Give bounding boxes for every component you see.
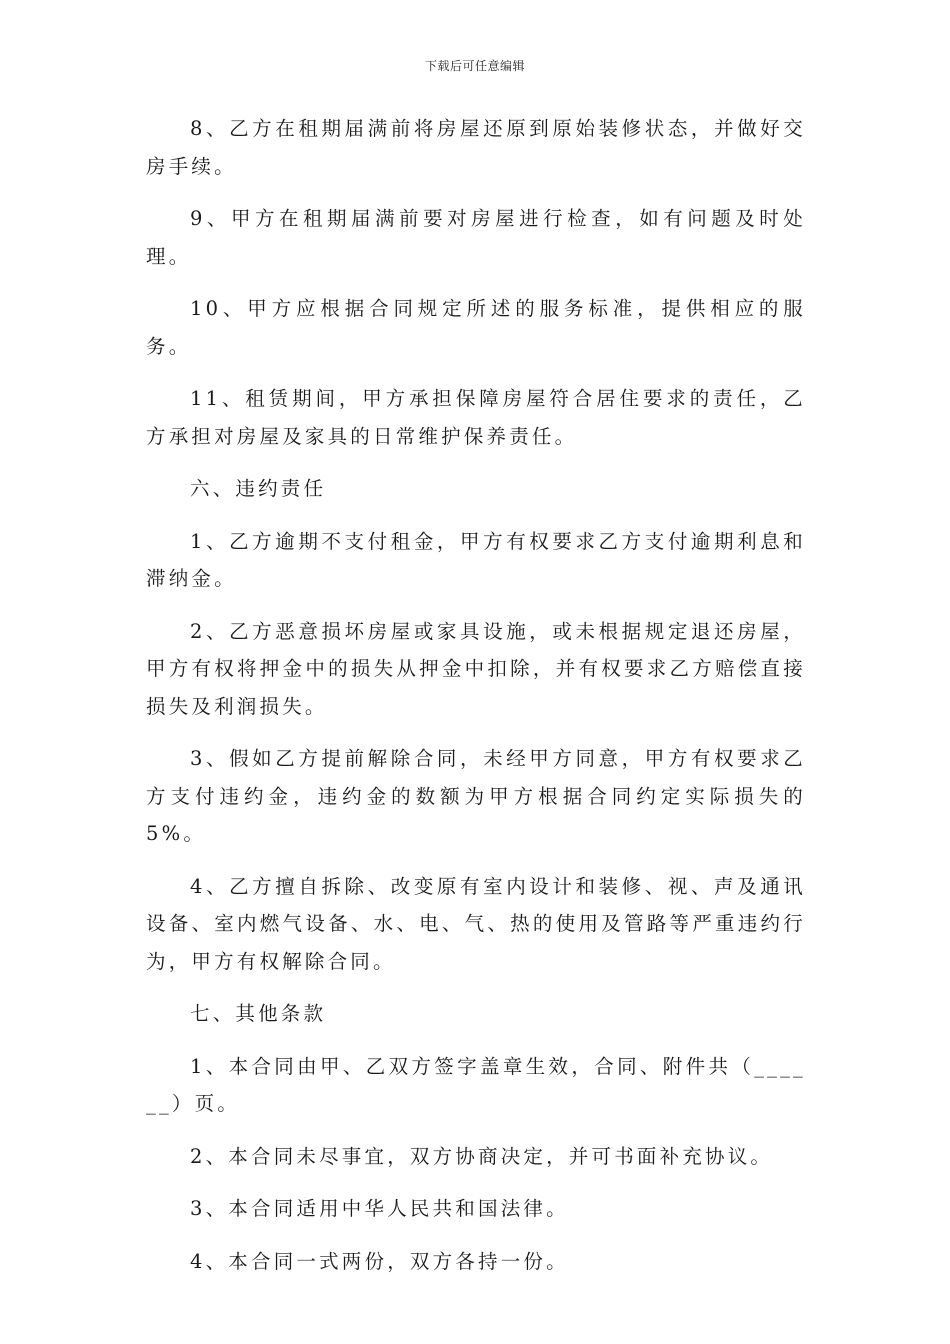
section-heading-other: 七、其他条款 <box>190 1002 327 1025</box>
breach-clause-1: 1、乙方逾期不支付租金，甲方有权要求乙方支付逾期利息和滞纳金。 <box>146 529 806 590</box>
document-body <box>146 110 806 1295</box>
section-heading-breach: 六、违约责任 <box>190 477 327 500</box>
other-clause-2: 2、本合同未尽事宜，双方协商决定，并可书面补充协议。 <box>190 1144 774 1168</box>
clause-10: 10、甲方应根据合同规定所述的服务标准，提供相应的服务。 <box>146 297 806 358</box>
clause-8: 8、乙方在租期届满前将房屋还原到原始装修状态，并做好交房手续。 <box>146 117 806 178</box>
clause-9: 9、甲方在租期届满前要对房屋进行检查，如有问题及时处理。 <box>146 207 806 268</box>
breach-clause-4: 4、乙方擅自拆除、改变原有室内设计和装修、视、声及通讯设备、室内燃气设备、水、电、气、热的使用及管路等严重违约行为，甲方有权解除合同。 <box>146 874 806 973</box>
clause-11: 11、租赁期间，甲方承担保障房屋符合居住要求的责任，乙方承担对房屋及家具的日常维护保养责任。 <box>146 387 806 448</box>
breach-clause-3: 3、假如乙方提前解除合同，未经甲方同意，甲方有权要求乙方支付违约金，违约金的数额为甲方根据合同约定实际损失的5%。 <box>146 747 806 845</box>
breach-clause-2: 2、乙方恶意损坏房屋或家具设施，或未根据规定退还房屋，甲方有权将押金中的损失从押金中扣除，并有权要求乙方赔偿直接损失及利润损失。 <box>146 619 806 718</box>
other-clause-3: 3、本合同适用中华人民共和国法律。 <box>190 1197 569 1220</box>
other-clause-4: 4、本合同一式两份，双方各持一份。 <box>190 1249 569 1273</box>
page-header: 下载后可任意编辑 <box>424 59 525 73</box>
other-clause-1: 1、本合同由甲、乙双方签字盖章生效，合同、附件共（______）页。 <box>146 1054 806 1115</box>
